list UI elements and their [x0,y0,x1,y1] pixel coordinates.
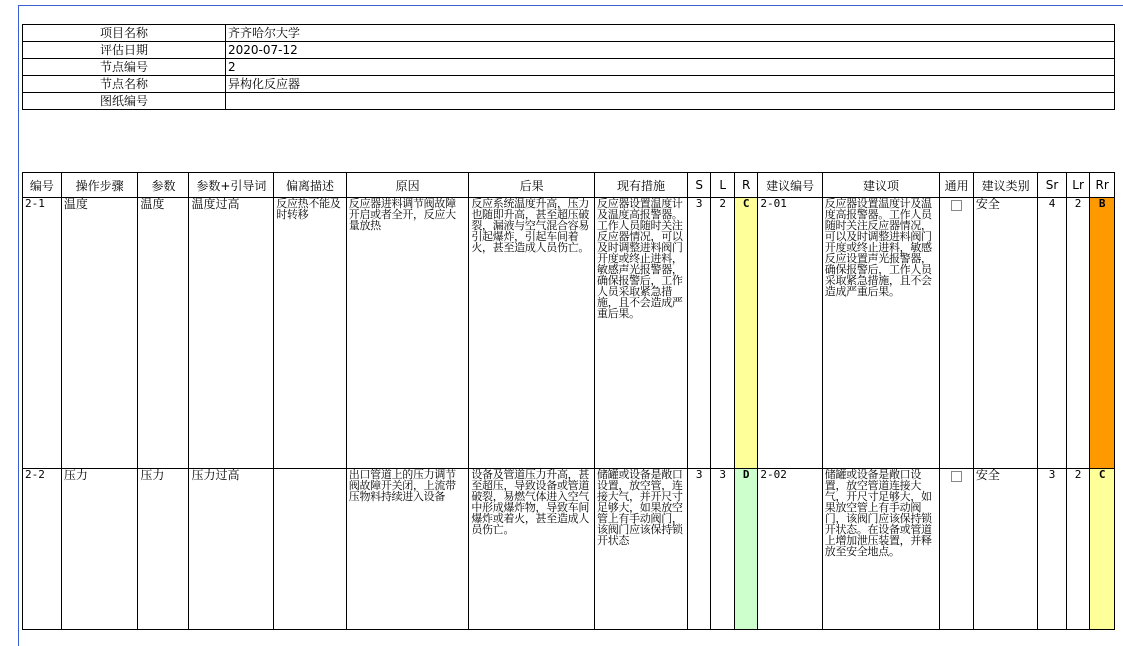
row-param: 压力 [138,469,189,630]
col-header: 操作步骤 [61,173,138,198]
col-header: 偏离描述 [274,173,347,198]
row-l: 2 [711,198,734,469]
row-sr: 3 [1038,469,1067,630]
col-header: Sr [1038,173,1067,198]
col-header: Lr [1066,173,1089,198]
general-checkbox[interactable] [951,200,962,211]
row-rec-type: 安全 [973,198,1037,469]
row-measures: 反应器设置温度计及温度高报警器。工作人员随时关注反应器情况，可以及时调整进料阀门开度或终止进料，敏感声光报警器，确保报警后，工作人员采取紧急措施，且不会造成严重后果。 [595,198,688,469]
row-sr: 4 [1038,198,1067,469]
col-header: 建议项 [822,173,939,198]
col-header: Rr [1090,173,1115,198]
info-value: 异构化反应器 [226,76,1115,93]
row-l: 3 [711,469,734,630]
row-r: C [734,198,757,469]
info-value [226,93,1115,110]
col-header: 建议编号 [758,173,822,198]
row-guide: 压力过高 [189,469,274,630]
row-lr: 2 [1066,469,1089,630]
hazop-table [22,172,1115,630]
info-table [22,24,1115,110]
header-row [23,173,1115,198]
general-checkbox[interactable] [951,471,962,482]
col-header: 建议类别 [973,173,1037,198]
table-row [23,198,1115,469]
row-deviation: 反应热不能及时转移 [274,198,347,469]
row-deviation [274,469,347,630]
row-lr: 2 [1066,198,1089,469]
row-step: 压力 [61,469,138,630]
row-cause: 反应器进料调节阀故障开启或者全开，反应大量放热 [346,198,469,469]
row-rr: C [1090,469,1115,630]
row-rec-type: 安全 [973,469,1037,630]
row-measures: 储罐或设备是敞口设置，放空管，连接大气，并开尺寸足够大，如果放空管上有手动阀门，该阀门应该保持锁开状态 [595,469,688,630]
col-header: R [734,173,757,198]
row-s: 3 [687,469,710,630]
row-rec-no: 2-02 [758,469,822,630]
row-recommendation: 储罐或设备是敞口设置，放空管道连接大气，开尺寸足够大，如果放空管上有手动阀门，该阀门应该保持锁开状态。在设备或管道上增加泄压装置，并释放至安全地点。 [822,469,939,630]
info-value: 2020-07-12 [226,42,1115,59]
row-s: 3 [687,198,710,469]
info-label: 节点名称 [23,76,226,93]
row-rr: B [1090,198,1115,469]
row-step: 温度 [61,198,138,469]
row-guide: 温度过高 [189,198,274,469]
row-cause: 出口管道上的压力调节阀故障开关闭，上流带压物料持续进入设备 [346,469,469,630]
info-row [23,59,1115,76]
row-id: 2-1 [23,198,62,469]
col-header: 参数+引导词 [189,173,274,198]
row-recommendation: 反应器设置温度计及温度高报警器。工作人员随时关注反应器情况，可以及时调整进料阀门开度或终止进料，敏感反应设置声光报警器，确保报警后，工作人员采取紧急措施，且不会造成严重后果。 [822,198,939,469]
col-header: 参数 [138,173,189,198]
row-rec-no: 2-01 [758,198,822,469]
col-header: 后果 [469,173,595,198]
info-value: 2 [226,59,1115,76]
info-row [23,42,1115,59]
general-checkbox-cell [940,198,974,469]
info-label: 评估日期 [23,42,226,59]
info-label: 节点编号 [23,59,226,76]
info-row [23,25,1115,42]
row-consequence: 反应系统温度升高，压力也随即升高，甚至超压破裂，漏液与空气混合容易引起爆炸，引起车间着火，甚至造成人员伤亡。 [469,198,595,469]
col-header: S [687,173,710,198]
row-consequence: 设备及管道压力升高，甚至超压，导致设备或管道破裂，易燃气体进入空气中形成爆炸物，导致车间爆炸或着火，甚至造成人员伤亡。 [469,469,595,630]
row-r: D [734,469,757,630]
col-header: 通用 [940,173,974,198]
general-checkbox-cell [940,469,974,630]
info-label: 图纸编号 [23,93,226,110]
info-value: 齐齐哈尔大学 [226,25,1115,42]
col-header: 编号 [23,173,62,198]
row-id: 2-2 [23,469,62,630]
col-header: L [711,173,734,198]
info-label: 项目名称 [23,25,226,42]
info-row [23,76,1115,93]
col-header: 原因 [346,173,469,198]
row-param: 温度 [138,198,189,469]
table-row [23,469,1115,630]
info-row [23,93,1115,110]
col-header: 现有措施 [595,173,688,198]
